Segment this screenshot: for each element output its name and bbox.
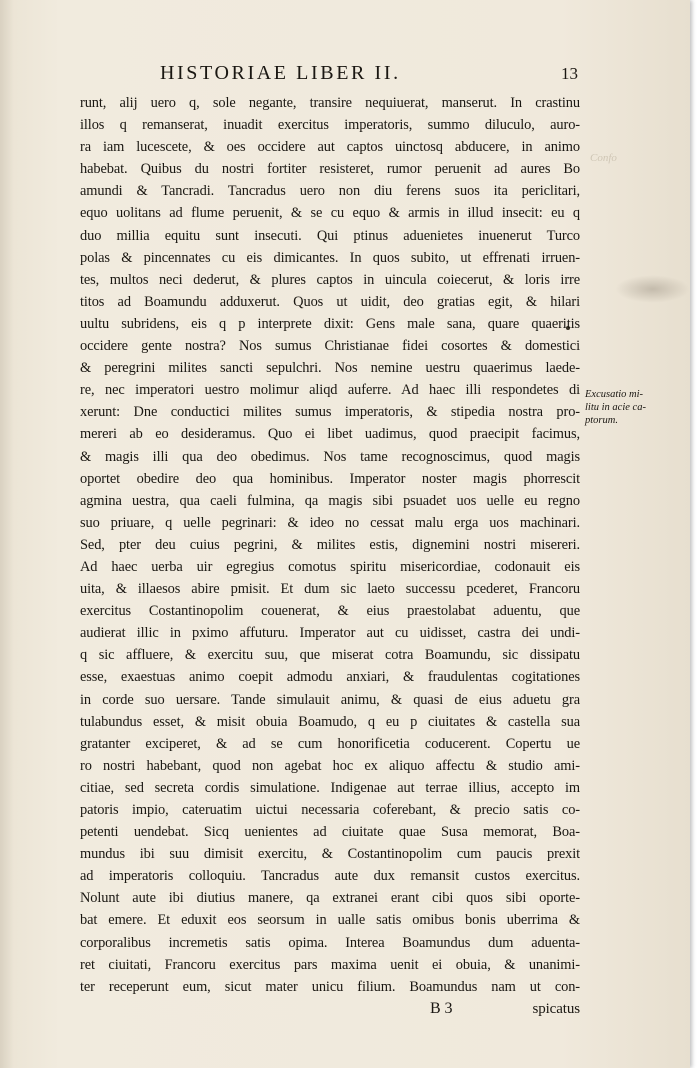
margin-note-line: Excusatio mi- bbox=[585, 389, 644, 400]
text-line: corporalibus incremetis satis opima. Interea Boamundus dum aduenta- bbox=[80, 934, 580, 951]
text-line: gratanter exciperet, & ad se cum honorificetia coducerent. Copertu ue bbox=[80, 735, 580, 752]
text-line: audierat illic in pximo affuturu. Imperator aut cu uidisset, castra dei undi- bbox=[80, 625, 580, 642]
text-line: q sic affluere, & exercitu suu, que miserat cotra Boamundu, sic dissipatu bbox=[80, 647, 580, 664]
text-line: & peregrini milites sancti sepulchri. Nos nemine uestru quaerimus laede- bbox=[80, 360, 580, 377]
text-line: agmina uestra, qua caeli fulmina, qa magis sibi psuadet uos uelle eu regno bbox=[80, 492, 580, 509]
margin-note bbox=[585, 388, 685, 427]
text-line: suo priuare, q uelle pegrinari: & ideo no cessat malu erga uos machinari. bbox=[80, 514, 580, 531]
text-line: habebat. Quibus du nostri fortiter resisteret, rumor peruenit ad aures Bo bbox=[80, 161, 580, 178]
text-line: mereri ab eo desideramus. Quo ei libet uadimus, quod praecipit facimus, bbox=[80, 426, 580, 443]
text-line: runt, alij uero q, sole negante, transire nequiuerat, manserut. In crastinu bbox=[80, 95, 580, 111]
text-line: polas & pincennates cu eis dimicantes. In quos subito, ut effrenati irruen- bbox=[80, 249, 580, 266]
text-line: Ad haec uerba uir egregius comotus spiritu misericordiae, codonauit eis bbox=[80, 558, 580, 575]
text-line: re, nec imperatori uestro molimur aliqd auferre. Ad haec illi respondetes di bbox=[80, 382, 580, 399]
text-line: petenti uendebat. Sicq uenientes ad ciuitate quae Susa memorat, Boa- bbox=[80, 824, 580, 841]
text-line: & magis illi qua deo obedimus. Nos tame recognoscimus, quod magis bbox=[80, 448, 580, 465]
text-line: Nolunt aute ibi diutius manere, qa extranei erant cibi quos sibi oporte- bbox=[80, 890, 580, 907]
text-line: occidere gente nostra? Nos sumus Christianae fidei cosortes & domestici bbox=[80, 338, 580, 355]
text-line: ro nostri habebant, quod non agebat hoc ex aliquo affectu & studio ami- bbox=[80, 757, 580, 774]
paper-stain bbox=[615, 275, 690, 303]
text-line: ter receperunt eum, sicut mater unicu filium. Boamundus nam ut con- bbox=[80, 978, 580, 995]
text-line: exercitus Costantinopolim couenerat, & eius praestolabat aduentu, que bbox=[80, 603, 580, 620]
text-line: ra iam lucescete, & oes occidere aut captos uinctosq abducere, in animo bbox=[80, 139, 580, 156]
text-line: esse, exaestuas animo coepit admodu anxiari, & fraudulentas cogitationes bbox=[80, 669, 580, 686]
text-line: uultu subridens, eis q p interprete dixit: Gens male sana, quare quaeritis bbox=[80, 315, 580, 332]
page-header bbox=[0, 60, 690, 90]
signature-mark: B 3 bbox=[430, 999, 453, 1017]
text-line: oportet obedire deo qua hominibus. Imperator noster magis phorrescit bbox=[80, 470, 580, 487]
text-line: uita, & illaesos abire pmisit. Et dum sic laeto successu pcederet, Francoru bbox=[80, 581, 580, 598]
text-line: illos q remanserat, inuadit exercitus imperatoris, summo diluculo, auro- bbox=[80, 117, 580, 134]
bleed-through-note: Confo bbox=[590, 152, 617, 164]
text-line: citiae, sed secreta cordis simulatione. Indigenae aut terrae illius, accepto im bbox=[80, 779, 580, 796]
text-line: duo millia equitu sunt insecuti. Qui ptinus aduenietes inuenerut Turco bbox=[80, 227, 580, 244]
catchword: spicatus bbox=[532, 1000, 580, 1017]
text-line: ret ciuitati, Francoru exercitus pars maxima uenit ei obuia, & unanimi- bbox=[80, 956, 580, 973]
text-line: mundus ibi suu dimisit exercitu, & Costantinopolim cum paucis prexit bbox=[80, 846, 580, 863]
text-line: amundi & Tancradi. Tancradus uero non diu ferens suos ita periclitari, bbox=[80, 183, 580, 200]
text-line: Sed, pter deu cuius pegrini, & milites estis, dignemini nostri misereri. bbox=[80, 536, 580, 553]
page-footer bbox=[80, 998, 580, 1020]
text-line: bat emere. Et eduxit eos seorsum in ualle satis omibus bonis uberrima & bbox=[80, 912, 580, 929]
text-line: ad imperatoris colloquiu. Tancradus aute dux remansit custos exercitus. bbox=[80, 868, 580, 885]
text-line: patoris impio, cateruatim uictui necessaria coferebant, & precio satis co- bbox=[80, 802, 580, 818]
text-line: xerunt: Dne conductici milites sumus imperatoris, & stipedia nostra pro- bbox=[80, 404, 580, 421]
folio-number: 13 bbox=[561, 64, 578, 83]
main-text bbox=[80, 92, 580, 1020]
text-line: tes, multos neci dederut, & plures captos in uincula coiecerut, & loris irre bbox=[80, 271, 580, 288]
margin-note-line: ptorum. bbox=[585, 415, 618, 426]
text-line: titos ad Boamundu adduxerut. Quos ut uidit, deo gratias egit, & hilari bbox=[80, 293, 580, 310]
margin-note-line: litu in acie ca- bbox=[585, 402, 646, 413]
text-line: tulabundus esset, & misit obuia Boamudo, q eu p ciuitates & castella sua bbox=[80, 713, 580, 730]
running-title: HISTORIAE LIBER II. bbox=[160, 62, 401, 84]
text-line: in corde suo uersare. Tande simulauit animu, & quasi de eius aduetu gra bbox=[80, 691, 580, 708]
text-line: equo uolitans ad flume peruenit, & se cu equo & armis in illud insecit: eu q bbox=[80, 205, 580, 222]
